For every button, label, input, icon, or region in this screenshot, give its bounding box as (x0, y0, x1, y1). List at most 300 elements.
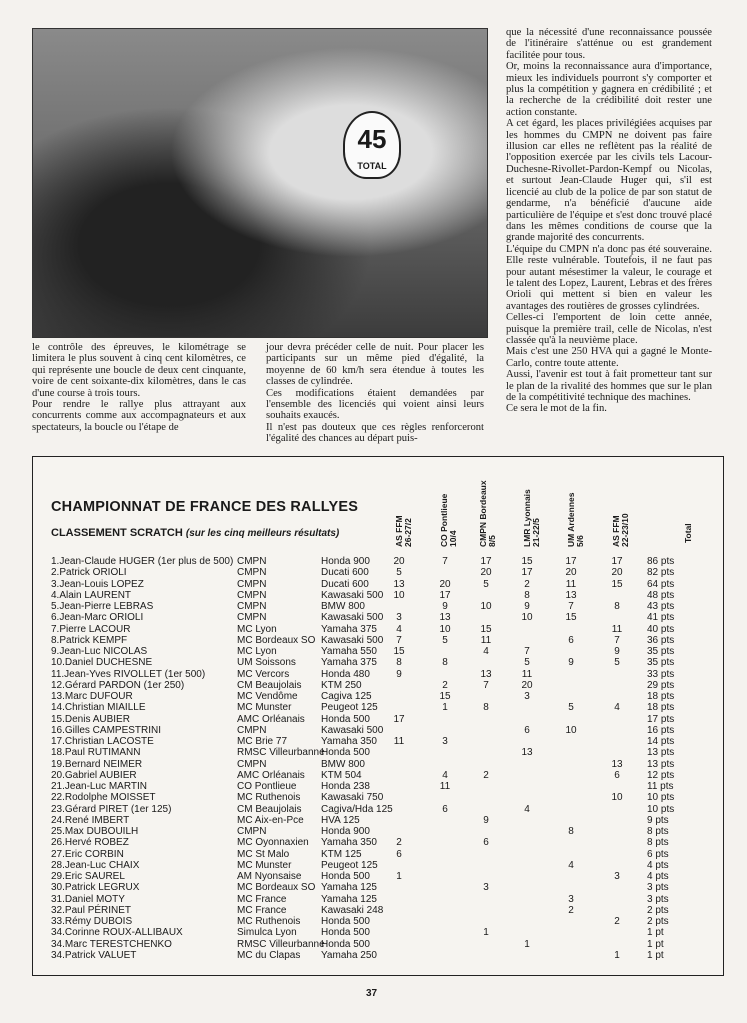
total-points: 4 pts (647, 859, 669, 871)
rider-bike: Honda 500 (321, 916, 370, 927)
total-points: 17 pts (647, 713, 675, 725)
table-row (33, 882, 713, 893)
rider-name: 1.Jean-Claude HUGER (1er plus de 500) (51, 556, 234, 567)
table-row (33, 556, 713, 567)
rider-bike: BMW 800 (321, 758, 365, 770)
total-points: 36 pts (647, 634, 675, 646)
rider-club: MC Bordeaux SO (237, 634, 316, 646)
rider-bike: Kawasaki 500 (321, 612, 384, 624)
column-header (522, 467, 541, 547)
round-score: 6 (568, 634, 574, 646)
article-paragraph: Aussi, l'avenir est tout à fait prometteur tant sur le plan de la rivalité des hommes que sur le plan de la compétitivité technique des machines. (506, 369, 712, 403)
round-score: 13 (521, 747, 533, 759)
rider-club: CM Beaujolais (237, 679, 302, 691)
rider-bike: Ducati 600 (321, 578, 369, 590)
rider-name: 12.Gérard PARDON (1er 250) (51, 679, 185, 691)
table-row (33, 849, 713, 860)
total-points: 3 pts (647, 882, 669, 894)
round-score: 3 (568, 893, 574, 905)
rider-club: MC Vendôme (237, 691, 298, 702)
rider-bike: Honda 238 (321, 781, 370, 792)
rider-name: 20.Gabriel AUBIER (51, 769, 137, 781)
round-score: 13 (393, 578, 405, 590)
round-score: 15 (439, 691, 451, 702)
round-score: 11 (521, 668, 533, 680)
round-score: 1 (483, 927, 489, 939)
column-header-label: AS FFM 22-23/10 (611, 513, 630, 547)
rider-name: 11.Jean-Yves RIVOLLET (1er 500) (51, 668, 206, 680)
rider-club: MC Vercors (237, 668, 290, 680)
total-points: 43 pts (647, 601, 675, 612)
rider-name: 34.Marc TERESTCHENKO (51, 938, 172, 950)
round-score: 5 (614, 657, 620, 669)
rider-name: 3.Jean-Louis LOPEZ (51, 578, 144, 590)
rider-club: MC Lyon (237, 623, 277, 635)
rider-bike: Honda 500 (321, 713, 370, 725)
total-points: 41 pts (647, 612, 675, 624)
table-row (33, 860, 713, 871)
rider-club: CMPN (237, 601, 267, 612)
rider-bike: Yamaha 375 (321, 657, 377, 669)
round-score: 1 (614, 949, 620, 961)
table-row (33, 635, 713, 646)
rider-bike: Kawasaki 248 (321, 904, 384, 916)
round-score: 2 (396, 837, 402, 849)
round-score: 17 (521, 567, 533, 579)
round-score: 5 (442, 634, 448, 646)
round-score: 13 (611, 758, 623, 770)
rider-name: 28.Jean-Luc CHAIX (51, 859, 140, 871)
rider-bike: KTM 504 (321, 769, 362, 781)
table-row (33, 680, 713, 691)
column-header-label: CMPN Bordeaux 8/5 (478, 480, 497, 547)
rider-name: 10.Daniel DUCHESNE (51, 657, 153, 669)
total-points: 18 pts (647, 702, 675, 714)
rider-club: RMSC Villeurbanne (237, 938, 325, 950)
rider-club: AM Nyonsaise (237, 871, 302, 882)
round-score: 1 (524, 938, 530, 950)
round-score: 5 (524, 657, 530, 669)
round-score: 7 (442, 556, 448, 567)
rider-club: CMPN (237, 724, 267, 736)
rider-bike: Peugeot 125 (321, 702, 378, 714)
rider-bike: Yamaha 350 (321, 837, 377, 849)
rider-name: 19.Bernard NEIMER (51, 758, 143, 770)
rider-bike: Kawasaki 500 (321, 724, 384, 736)
round-score: 20 (480, 567, 492, 579)
rider-name: 14.Christian MIAILLE (51, 702, 146, 714)
rider-bike: Yamaha 250 (321, 949, 377, 961)
round-score: 20 (439, 578, 451, 590)
rider-club: AMC Orléanais (237, 769, 305, 781)
total-points: 1 pt (647, 927, 664, 939)
round-score: 20 (521, 679, 533, 691)
rider-name: 21.Jean-Luc MARTIN (51, 781, 147, 792)
column-header (611, 467, 630, 547)
rider-club: MC France (237, 904, 287, 916)
table-row (33, 612, 713, 623)
rider-club: AMC Orléanais (237, 713, 305, 725)
round-score: 10 (393, 589, 405, 601)
rider-club: MC Aix-en-Pce (237, 814, 304, 826)
rider-club: CMPN (237, 826, 267, 837)
total-points: 82 pts (647, 567, 675, 579)
round-score: 15 (611, 578, 623, 590)
article-paragraph: Ces modifications étaient demandées par l'ensemble des licenciés qui voient ainsi leurs souhaits exaucés. (266, 387, 484, 422)
rider-club: RMSC Villeurbanne (237, 747, 325, 759)
article-photo (32, 28, 488, 338)
round-score: 3 (396, 612, 402, 624)
rider-bike: Honda 500 (321, 871, 370, 882)
total-points: 33 pts (647, 668, 675, 680)
total-points: 64 pts (647, 578, 675, 590)
round-score: 17 (611, 556, 623, 567)
article-paragraph: le contrôle des épreuves, le kilométrage se limitera le plus souvent à cinq cent kilomètres, ce qui représente une boucle de deux cent cinquante, voire de cent soixante-dix kilomètres, dans le cas d'une course à trois tours. (32, 342, 246, 399)
round-score: 6 (442, 803, 448, 815)
standings-subtitle-text: CLASSEMENT SCRATCH (51, 527, 183, 539)
round-score: 6 (524, 724, 530, 736)
total-points: 4 pts (647, 871, 669, 882)
round-score: 10 (480, 601, 492, 612)
round-score: 2 (614, 916, 620, 927)
table-row (33, 826, 713, 837)
article-paragraph: Il n'est pas douteux que ces règles renforceront l'égalité des chances au départ puis- (266, 421, 484, 445)
article-paragraph: Mais c'est une 250 HVA qui a gagné le Monte-Carlo, contre toute attente. (506, 346, 712, 369)
table-row (33, 590, 713, 601)
total-points: 14 pts (647, 736, 675, 747)
rider-bike: Kawasaki 500 (321, 634, 384, 646)
total-points: 2 pts (647, 916, 669, 927)
round-score: 8 (396, 657, 402, 669)
rider-club: CMPN (237, 612, 267, 624)
round-score: 9 (568, 657, 574, 669)
rider-name: 30.Patrick LEGRUX (51, 882, 140, 894)
article-paragraph: Or, moins la reconnaissance aura d'importance, mieux les individuels pourront s'y comporter et plus la compétition y gagnera en crédibilité ; et la recherche de la crédibilité doit rester une action constante. (506, 61, 712, 118)
round-score: 20 (611, 567, 623, 579)
table-row (33, 714, 713, 725)
article-paragraph: Celles-ci l'emportent de loin cette année, puisque la première trail, celle de Nicolas, n'est classée qu'à la neuvième place. (506, 312, 712, 346)
rider-name: 26.Hervé ROBEZ (51, 837, 129, 849)
total-points: 35 pts (647, 646, 675, 657)
total-points: 12 pts (647, 769, 675, 781)
rider-bike: KTM 250 (321, 679, 362, 691)
total-points: 11 pts (647, 781, 674, 792)
rider-bike: Cagiva/Hda 125 (321, 803, 393, 815)
rider-bike: Kawasaki 500 (321, 589, 384, 601)
rider-name: 5.Jean-Pierre LEBRAS (51, 601, 154, 612)
standings-box (32, 456, 724, 976)
rider-bike: BMW 800 (321, 601, 365, 612)
column-header-label: UM Ardennes 5/6 (566, 492, 585, 547)
rider-club: CO Pontlieue (237, 781, 297, 792)
rider-club: CMPN (237, 567, 267, 579)
column-header-label: LMR Lyonnais 21-22/5 (522, 489, 541, 547)
total-points: 3 pts (647, 893, 669, 905)
standings-title: CHAMPIONNAT DE FRANCE DES RALLYES (51, 499, 359, 515)
page-number: 37 (366, 988, 378, 999)
rider-club: Simulca Lyon (237, 927, 297, 939)
article-paragraph: L'équipe du CMPN n'a donc pas été souveraine. Elle reste vulnérable. Toutefois, il ne faut pas pour autant mésestimer la valeur, le courage et le talent des Lopez, Laurent, Lebras et des frères Orioli qui mettent si bien en valeur les avantages des routières de grosses cylindrées. (506, 243, 712, 312)
total-points: 29 pts (647, 679, 675, 691)
round-score: 8 (568, 826, 574, 837)
article-paragraph: A cet égard, les places privilégiées acquises par les hommes du CMPN ne doivent pas faire illusion car elles ne reflètent pas la réalité de l'opposition exercée par les civils tels Lacour-Duchesne-Rivollet-Pardon-Kempf ou Nicolas, et surtout Jean-Claude Huger qui, s'il est licencié au club de la police de par son statut de gendarme, n'a bénéficié d'aucune aide particulière de l'équipe et s'est donc trouvé placé dans les mêmes conditions de course que la grande majorité des concurrents. (506, 118, 712, 244)
round-score: 8 (614, 601, 620, 612)
column-header-label: AS FFM 26-27/2 (394, 515, 413, 547)
rider-club: CMPN (237, 578, 267, 590)
total-points: 9 pts (647, 814, 669, 826)
round-score: 1 (442, 702, 448, 714)
total-points: 35 pts (647, 657, 675, 669)
rider-bike: Cagiva 125 (321, 691, 372, 702)
total-points: 8 pts (647, 837, 669, 849)
round-score: 17 (393, 713, 405, 725)
article-column-left (32, 342, 246, 433)
rider-club: MC Brie 77 (237, 736, 288, 747)
rider-bike: Honda 900 (321, 556, 370, 567)
round-score: 6 (396, 848, 402, 860)
table-row (33, 646, 713, 657)
table-row (33, 702, 713, 713)
table-row (33, 804, 713, 815)
rider-bike: Kawasaki 750 (321, 792, 384, 804)
round-score: 10 (521, 612, 533, 624)
total-points: 18 pts (647, 691, 675, 702)
round-score: 10 (611, 792, 623, 804)
round-score: 2 (524, 578, 530, 590)
column-header (566, 467, 585, 547)
table-row (33, 837, 713, 848)
rider-name: 17.Christian LACOSTE (51, 736, 154, 747)
table-row (33, 781, 713, 792)
column-header-label: CO Pontlieue 10/4 (439, 493, 458, 547)
round-score: 2 (568, 904, 574, 916)
rider-bike: Yamaha 550 (321, 646, 377, 657)
plate-number: 45 (357, 124, 387, 154)
column-header (681, 463, 693, 543)
rider-name: 23.Gérard PIRET (1er 125) (51, 803, 172, 815)
column-header (478, 467, 497, 547)
round-score: 3 (442, 736, 448, 747)
rider-name: 13.Marc DUFOUR (51, 691, 133, 702)
rider-name: 18.Paul RUTIMANN (51, 747, 141, 759)
plate-text: TOTAL (357, 161, 387, 171)
table-row (33, 792, 713, 803)
rider-bike: Yamaha 125 (321, 893, 377, 905)
rider-bike: Honda 900 (321, 826, 370, 837)
rider-club: MC France (237, 893, 287, 905)
round-score: 3 (483, 882, 489, 894)
round-score: 7 (524, 646, 530, 657)
table-row (33, 916, 713, 927)
round-score: 5 (483, 578, 489, 590)
round-score: 11 (565, 578, 577, 590)
article-paragraph: Pour rendre le rallye plus attrayant aux concurrents comme aux accompagnateurs et aux spectateurs, la boucle ou l'étape de (32, 399, 246, 433)
total-points: 8 pts (647, 826, 669, 837)
rider-name: 2.Patrick ORIOLI (51, 567, 127, 579)
rider-name: 22.Rodolphe MOISSET (51, 792, 156, 804)
round-score: 4 (614, 702, 620, 714)
rider-bike: Ducati 600 (321, 567, 369, 579)
round-score: 10 (439, 623, 451, 635)
total-points: 10 pts (647, 792, 675, 804)
table-row (33, 871, 713, 882)
rider-name: 6.Jean-Marc ORIOLI (51, 612, 144, 624)
round-score: 15 (393, 646, 405, 657)
round-score: 9 (442, 601, 448, 612)
round-score: 11 (439, 781, 451, 792)
round-score: 7 (568, 601, 574, 612)
standings-subtitle-note: (sur les cinq meilleurs résultats) (185, 528, 340, 539)
round-score: 13 (480, 668, 492, 680)
round-score: 4 (442, 769, 448, 781)
round-score: 9 (483, 814, 489, 826)
round-score: 1 (396, 871, 402, 882)
table-row (33, 657, 713, 668)
round-score: 6 (614, 769, 620, 781)
round-score: 8 (442, 657, 448, 669)
race-number-plate (343, 111, 401, 179)
rider-bike: Honda 480 (321, 668, 370, 680)
total-points: 1 pt (647, 949, 664, 961)
rider-club: CMPN (237, 758, 267, 770)
total-points: 13 pts (647, 758, 675, 770)
column-header-label: Total (683, 523, 693, 543)
standings-subtitle (51, 527, 339, 539)
rider-club: UM Soissons (237, 657, 296, 669)
rider-name: 15.Denis AUBIER (51, 713, 130, 725)
total-points: 6 pts (647, 848, 669, 860)
total-points: 48 pts (647, 589, 675, 601)
table-row (33, 747, 713, 758)
article-column-right (506, 27, 712, 415)
rider-name: 33.Rémy DUBOIS (51, 916, 133, 927)
rider-club: CMPN (237, 589, 267, 601)
round-score: 13 (439, 612, 451, 624)
article-column-middle (266, 342, 484, 445)
round-score: 3 (524, 691, 530, 702)
total-points: 2 pts (647, 904, 669, 916)
round-score: 15 (480, 623, 492, 635)
table-row (33, 567, 713, 578)
table-row (33, 579, 713, 590)
round-score: 9 (396, 668, 402, 680)
round-score: 20 (393, 556, 405, 567)
round-score: 2 (442, 679, 448, 691)
rider-bike: Honda 500 (321, 938, 370, 950)
rider-club: CM Beaujolais (237, 803, 302, 815)
article-paragraph: jour devra précéder celle de nuit. Pour placer les participants sur un même pied d'égalité, la moyenne de 60 km/h sera étendue à toutes les classes de cylindrée. (266, 342, 484, 388)
total-points: 1 pt (647, 938, 664, 950)
table-row (33, 905, 713, 916)
rider-bike: Yamaha 125 (321, 882, 377, 894)
rider-club: MC Munster (237, 702, 292, 714)
round-score: 11 (393, 736, 405, 747)
round-score: 17 (439, 589, 451, 601)
total-points: 13 pts (647, 747, 675, 759)
rider-bike: Yamaha 350 (321, 736, 377, 747)
rider-club: MC St Malo (237, 848, 290, 860)
rider-club: MC Bordeaux SO (237, 882, 316, 894)
table-row (33, 770, 713, 781)
rider-bike: KTM 125 (321, 848, 362, 860)
rider-name: 34.Patrick VALUET (51, 949, 137, 961)
rider-name: 27.Eric CORBIN (51, 848, 124, 860)
round-score: 4 (396, 623, 402, 635)
table-row (33, 669, 713, 680)
total-points: 86 pts (647, 556, 675, 567)
rider-name: 31.Daniel MOTY (51, 893, 125, 905)
rider-club: MC Lyon (237, 646, 277, 657)
round-score: 8 (483, 702, 489, 714)
table-row (33, 736, 713, 747)
total-points: 10 pts (647, 803, 675, 815)
round-score: 8 (524, 589, 530, 601)
round-score: 11 (480, 634, 492, 646)
rider-club: MC Ruthenois (237, 916, 301, 927)
round-score: 17 (480, 556, 492, 567)
rider-name: 8.Patrick KEMPF (51, 634, 128, 646)
rider-name: 9.Jean-Luc NICOLAS (51, 646, 148, 657)
rider-name: 25.Max DUBOUILH (51, 826, 139, 837)
round-score: 4 (524, 803, 530, 815)
round-score: 7 (614, 634, 620, 646)
rider-bike: Honda 500 (321, 747, 370, 759)
column-header (439, 467, 458, 547)
rider-club: MC Ruthenois (237, 792, 301, 804)
table-row (33, 927, 713, 938)
rider-name: 4.Alain LAURENT (51, 589, 132, 601)
rider-name: 7.Pierre LACOUR (51, 623, 131, 635)
total-points: 16 pts (647, 724, 675, 736)
column-header (394, 467, 413, 547)
rider-bike: Peugeot 125 (321, 859, 378, 871)
round-score: 9 (524, 601, 530, 612)
rider-bike: HVA 125 (321, 814, 360, 826)
table-row (33, 815, 713, 826)
round-score: 4 (483, 646, 489, 657)
round-score: 17 (565, 556, 577, 567)
table-row (33, 894, 713, 905)
round-score: 6 (483, 837, 489, 849)
rider-name: 24.René IMBERT (51, 814, 130, 826)
table-row (33, 725, 713, 736)
table-row (33, 950, 713, 961)
round-score: 15 (521, 556, 533, 567)
round-score: 15 (565, 612, 577, 624)
rider-club: MC du Clapas (237, 949, 301, 961)
rider-club: MC Munster (237, 859, 292, 871)
table-row (33, 691, 713, 702)
article-paragraph: Ce sera le mot de la fin. (506, 403, 607, 415)
table-row (33, 939, 713, 950)
round-score: 20 (565, 567, 577, 579)
round-score: 7 (483, 679, 489, 691)
table-row (33, 624, 713, 635)
table-row (33, 601, 713, 612)
round-score: 11 (611, 623, 623, 635)
round-score: 2 (483, 769, 489, 781)
round-score: 13 (565, 589, 577, 601)
rider-club: MC Oyonnaxien (237, 837, 309, 849)
article-paragraph: que la nécessité d'une reconnaissance poussée de l'itinéraire s'atténue ou est grandement facilitée pour tous. (506, 27, 712, 61)
round-score: 9 (614, 646, 620, 657)
rider-name: 34.Corinne ROUX-ALLIBAUX (51, 927, 183, 939)
round-score: 7 (396, 634, 402, 646)
rider-bike: Honda 500 (321, 927, 370, 939)
table-row (33, 759, 713, 770)
rider-name: 32.Paul PÉRINET (51, 904, 132, 916)
rider-name: 29.Eric SAUREL (51, 871, 125, 882)
